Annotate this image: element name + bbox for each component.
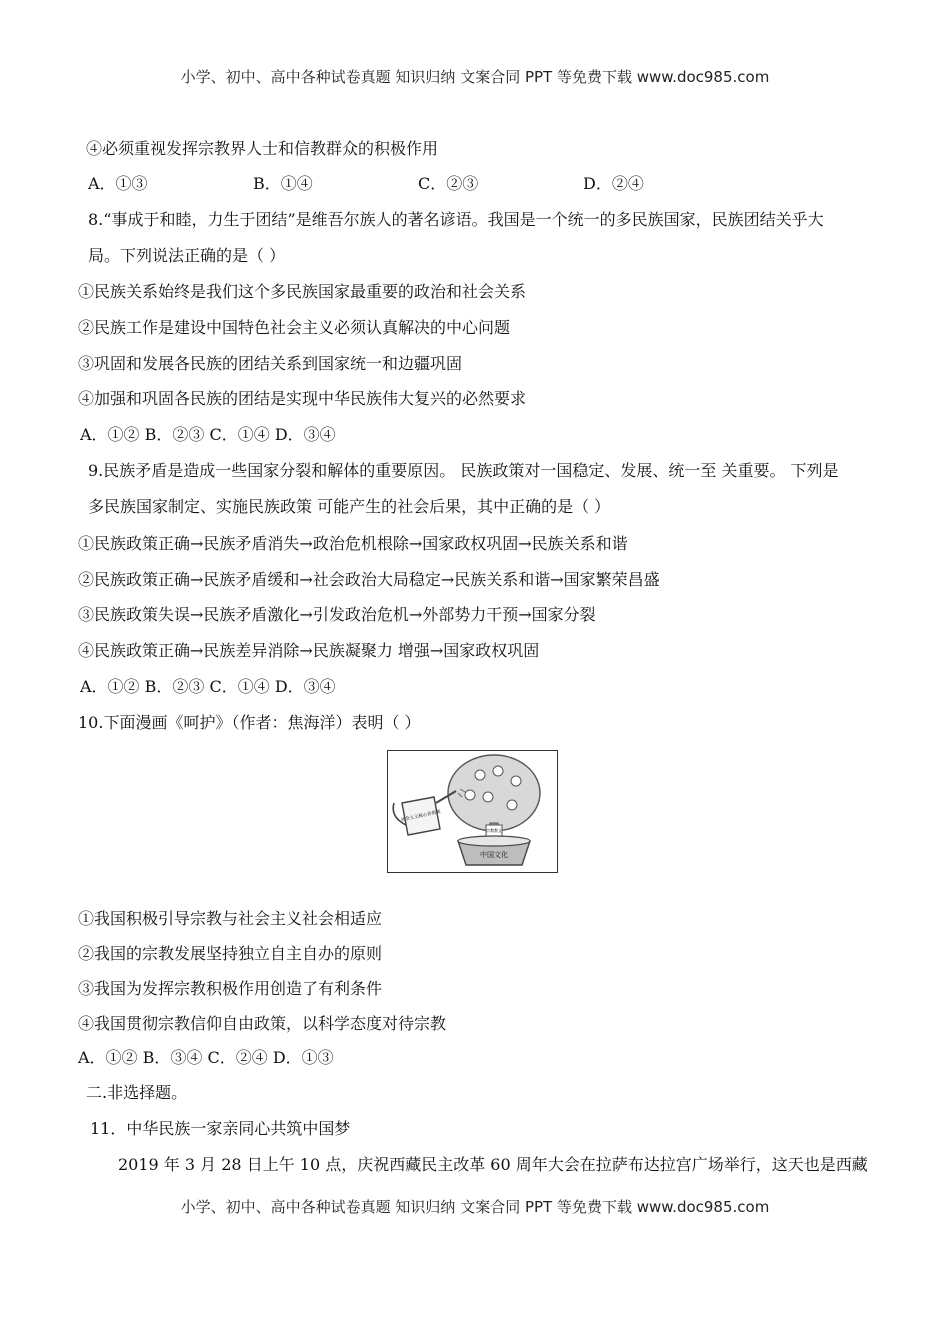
- q9-options: A．①② B．②③ C．①④ D．③④: [80, 677, 336, 696]
- q8-item-1: ①民族关系始终是我们这个多民族国家最重要的政治和社会关系: [78, 282, 527, 301]
- q8-item-4: ④加强和巩固各民族的团结是实现中华民族伟大复兴的必然要求: [78, 389, 527, 408]
- pot-label: 中国文化: [480, 851, 508, 859]
- q10-item-4: ④我国贯彻宗教信仰自由政策，以科学态度对待宗教: [78, 1014, 447, 1033]
- q9-stem-line-1: 9.民族矛盾是造成一些国家分裂和解体的重要原因。 民族政策对一国稳定、发展、统一至 关重要。 下列是: [88, 461, 839, 480]
- q8-item-2: ②民族工作是建设中国特色社会主义必须认真解决的中心问题: [78, 318, 511, 337]
- page-footer: 小学、初中、高中各种试卷真题 知识归纳 文案合同 PPT 等免费下载 www.doc985.com: [180, 1198, 770, 1216]
- q8-stem-line-2: 局。下列说法正确的是（ ）: [88, 246, 286, 265]
- fruit: [507, 800, 517, 810]
- q11-title: 11．中华民族一家亲同心共筑中国梦: [90, 1119, 351, 1138]
- q7-option-c: C．②③: [418, 174, 479, 193]
- q7-option-b: B．①④: [253, 174, 313, 193]
- q9-item-3: ③民族政策失误→民族矛盾激化→引发政治危机→外部势力干预→国家分裂: [78, 605, 596, 624]
- fruit: [465, 790, 475, 800]
- q9-item-4: ④民族政策正确→民族差异消除→民族凝聚力 增强→国家政权巩固: [78, 641, 540, 660]
- q9-item-1: ①民族政策正确→民族矛盾消失→政治危机根除→国家政权巩固→民族关系和谐: [78, 534, 628, 553]
- section-2-heading: 二.非选择题。: [86, 1083, 188, 1102]
- page-header: 小学、初中、高中各种试卷真题 知识归纳 文案合同 PPT 等免费下载 www.doc985.com: [180, 68, 770, 86]
- q10-item-1: ①我国积极引导宗教与社会主义社会相适应: [78, 909, 383, 928]
- fruit: [483, 792, 493, 802]
- q10-item-3: ③我国为发挥宗教积极作用创造了有利条件: [78, 979, 383, 998]
- q9-stem-line-2: 多民族国家制定、实施民族政策 可能产生的社会后果，其中正确的是（ ）: [88, 497, 611, 516]
- can-label: 社会主义核心价值观: [400, 809, 442, 824]
- pot-rim: [458, 836, 530, 846]
- q7-option-d: D．②④: [583, 174, 644, 193]
- tree-crown: [448, 755, 540, 831]
- sign-label: 宗教教义: [486, 828, 502, 833]
- q8-stem-line-1: 8.“事成于和睦，力生于团结”是维吾尔族人的著名谚语。我国是一个统一的多民族国家，民族团结关乎大: [88, 210, 824, 229]
- q7-option-a: A．①③: [88, 174, 148, 193]
- q10-stem: 10.下面漫画《呵护》（作者：焦海洋）表明（ ）: [78, 713, 421, 732]
- q9-item-2: ②民族政策正确→民族矛盾缓和→社会政治大局稳定→民族关系和谐→国家繁荣昌盛: [78, 570, 660, 589]
- cartoon-drawing: [388, 751, 556, 871]
- fruit: [475, 770, 485, 780]
- q11-paragraph: 2019 年 3 月 28 日上午 10 点，庆祝西藏民主改革 60 周年大会在拉萨布达拉宫广场举行，这天也是西藏: [118, 1155, 868, 1174]
- fruit: [493, 766, 503, 776]
- q8-item-3: ③巩固和发展各民族的团结关系到国家统一和边疆巩固: [78, 354, 463, 373]
- q10-options: A．①② B．③④ C．②④ D．①③: [78, 1048, 334, 1067]
- cartoon-image: [387, 750, 558, 873]
- q10-item-2: ②我国的宗教发展坚持独立自主自办的原则: [78, 944, 383, 963]
- fruit: [511, 776, 521, 786]
- q8-options: A．①② B．②③ C．①④ D．③④: [80, 425, 336, 444]
- q7-item-4: ④必须重视发挥宗教界人士和信教群众的积极作用: [86, 139, 439, 158]
